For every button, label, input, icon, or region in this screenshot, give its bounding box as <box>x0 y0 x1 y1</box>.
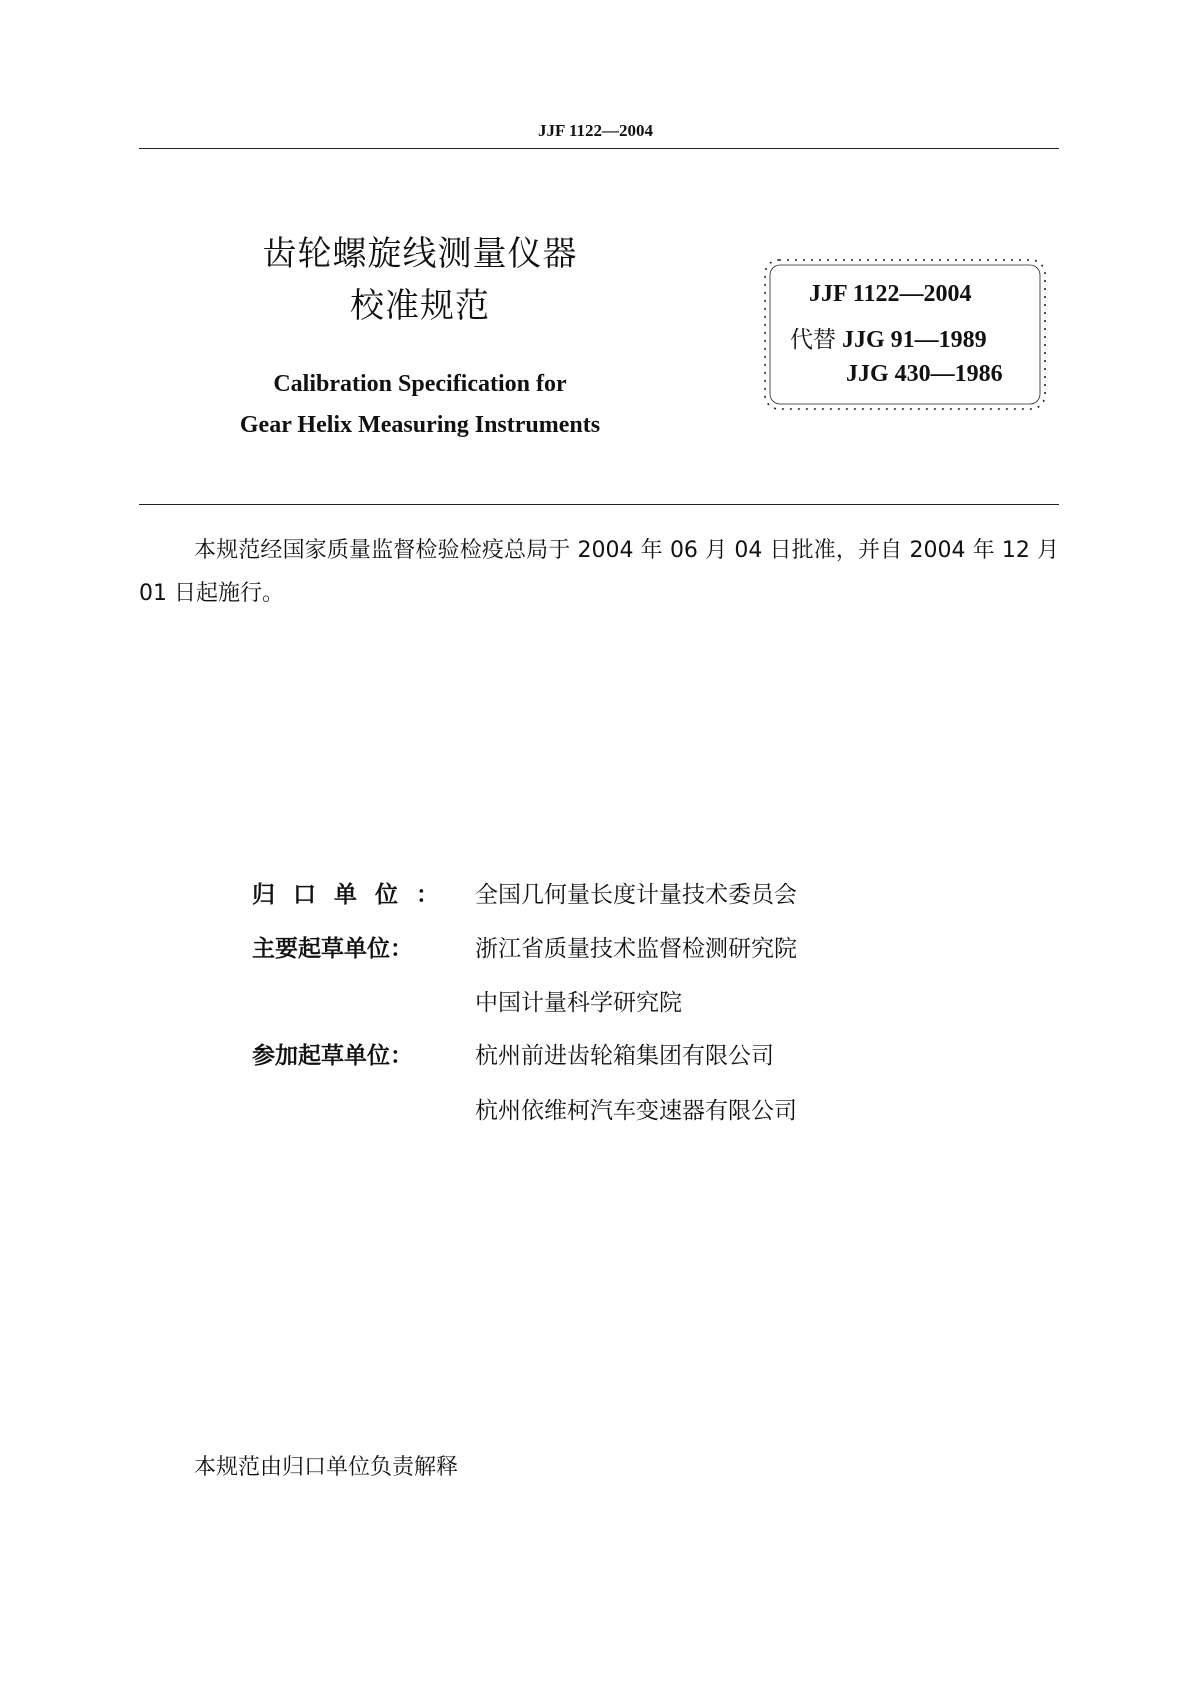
title-english <box>200 364 640 446</box>
title-zh-line-1: 齿轮螺旋线测量仪器 <box>262 234 578 274</box>
replaces-prefix: 代替 <box>790 327 836 353</box>
replaced-standard-1: JJG 91—1989 <box>842 327 987 353</box>
participating-unit-1: 杭州前进齿轮箱集团有限公司 <box>475 1043 774 1069</box>
centralized-unit-value: 全国几何量长度计量技术委员会 <box>475 882 797 908</box>
interpretation-note: 本规范由归口单位负责解释 <box>194 1455 459 1480</box>
title-en-line-1: Calibration Specification for <box>273 371 567 397</box>
title-en-line-2: Gear Helix Measuring Instruments <box>239 412 601 438</box>
code-box-replaces-line <box>790 321 987 354</box>
participating-unit-2: 杭州依维柯汽车变速器有限公司 <box>475 1098 797 1124</box>
approval-statement: 本规范经国家质量监督检验检疫总局于 2004 年 06 月 04 日批准，并自 2004 年 12 月 01 日起施行。 <box>139 538 1059 606</box>
main-drafting-unit-2: 中国计量科学研究院 <box>475 990 682 1016</box>
main-drafting-unit-1: 浙江省质量技术监督检测研究院 <box>475 936 797 962</box>
participating-drafting-label: 参加起草单位： <box>252 1043 413 1069</box>
main-drafting-label: 主要起草单位： <box>252 936 413 962</box>
running-header-code: JJF 1122—2004 <box>537 121 654 140</box>
centralized-unit-label: 归口单位： <box>252 882 457 908</box>
title-chinese <box>200 228 640 332</box>
section-rule <box>139 504 1059 505</box>
title-zh-line-2: 校准规范 <box>350 286 490 326</box>
standard-code-box <box>761 256 1049 413</box>
header-rule <box>139 148 1059 149</box>
code-box-standard-code: JJF 1122—2004 <box>809 281 972 307</box>
replaced-standard-2: JJG 430—1986 <box>846 361 1003 387</box>
